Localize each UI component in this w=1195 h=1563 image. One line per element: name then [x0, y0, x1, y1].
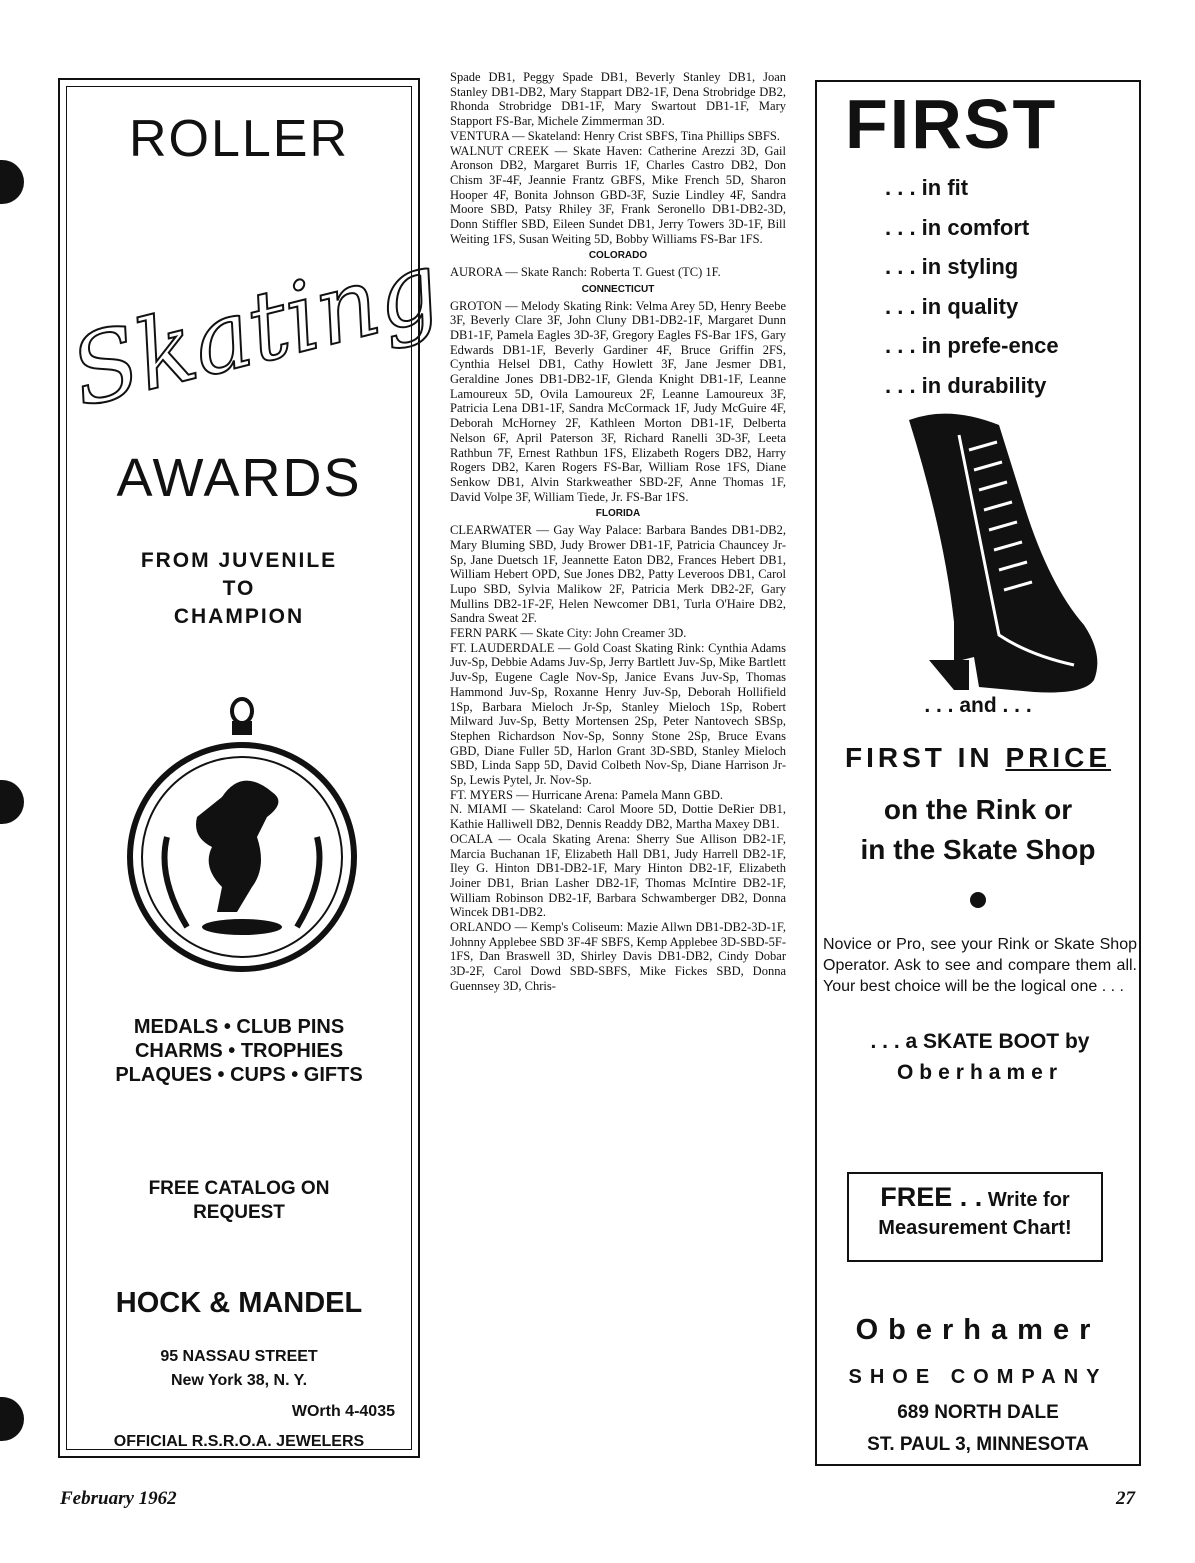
products-list [67, 1015, 411, 1087]
and-line: . . . and . . . [924, 694, 1032, 717]
list-entry: CLEARWATER — Gay Way Palace: Barbara Bandes DB1-DB2, Mary Bluming SBD, Judy Brower DB1-1F, Patricia Chauncey Jr-Sp, Jane Duetsch 1F, Jeannette Eaton DB2, Frances Hebert DB1, William Hebert OPD, Sue Jones DB2, Patty Leveroos DB1, Carol Lupo SBD, Sylvia Malikow 2F, Patricia Merk DB2-2F, Gary Mullins DB2-1F-2F, Helen Newcomer DB1, Turla O'Haire DB2, Sandra Sweat 2F. [450, 523, 786, 626]
list-entry: FERN PARK — Skate City: John Creamer 3D. [450, 626, 687, 641]
rink-shop-lines [817, 790, 1139, 870]
from-line: FROM JUVENILE [140, 549, 338, 572]
to-line: TO [222, 577, 256, 600]
champion-line: CHAMPION [173, 605, 305, 628]
state-heading: CONNECTICUT [581, 283, 655, 295]
street-address: 689 NORTH DALE [897, 1402, 1059, 1423]
oberhamer-ad [815, 80, 1141, 1466]
awards-list-column [450, 70, 786, 1470]
list-entry: GROTON — Melody Skating Rink: Velma Arey 5D, Henry Beebe 3F, Beverly Clare 3F, John Cluny DB1-DB2-1F, Margaret Dunn DB1-1F, Pamela Eagles 3D-3F, Gregory Eagles FS-Bar 1FS, Gary Edwards DB1-1F, Beverly Gardiner 4F, Bruce Griffin 2FS, Cynthia Helsel DB1, Cathy Howlett 3F, Jane Jesmer DB1, Geraldine Jones DB1-DB2-1F, Glenda Knight DB1-1F, Leanne Lamoureux 5D, Ovila Lamoureux 2F, Leanne Lamoureux 3F, Patricia Lena DB1-1F, Sandra McCormack 1F, Judy McGuire 4F, Deborah McHorney 2F, Kathleen Morton DB1-1F, Delberta Nelson 6F, April Paterson 3F, Richard Ranelli 3D-3F, Leeta Rathbun 7F, Ernest Rathbun 1FS, Elizabeth Rogers DB2, Harry Rogers DB2, Karen Rogers FS-Bar, William Rose 1FS, Diane Senkow DB1, Alvin Starkweather SBD-2F, Anne Thomas 1F, David Volpe 3F, William Tiede, Jr. FS-Bar 1FS. [450, 298, 786, 504]
skate-boot-illustration [899, 410, 1109, 700]
free-catalog [67, 1177, 411, 1225]
skating-script-text: Skating [60, 229, 450, 429]
quality-item: . . . in durability [885, 372, 1047, 398]
bullet-dot [970, 892, 986, 908]
quality-item: . . . in comfort [885, 214, 1030, 240]
write-for: Write for [982, 1189, 1070, 1211]
skating-script-logo [60, 187, 450, 467]
products-line: MEDALS • CLUB PINS [133, 1016, 345, 1038]
first-heading: FIRST [845, 85, 1058, 163]
issue-date: February 1962 [60, 1488, 177, 1509]
measurement-chart: Measurement Chart! [878, 1217, 1072, 1239]
quality-item: . . . in quality [885, 293, 1019, 319]
quality-item: . . . in prefe-ence [885, 333, 1059, 359]
page-number: 27 [1116, 1488, 1135, 1509]
binder-hole [0, 780, 24, 824]
price-prefix: FIRST IN [844, 742, 1006, 773]
qualities-list [885, 168, 1059, 406]
products-line: PLAQUES • CUPS • GIFTS [115, 1064, 363, 1086]
free-word: FREE . . [880, 1182, 983, 1212]
company-address [67, 1345, 411, 1393]
measurement-chart-box [847, 1172, 1103, 1262]
ad-inner-border [60, 86, 450, 1450]
list-entry: N. MIAMI — Skateland: Carol Moore 5D, Dottie DeRier DB1, Kathie Halliwell DB2, Dennis Readdy DB2, Martha Maxey DB1. [450, 802, 786, 832]
shoe-company: SHOE COMPANY [848, 1366, 1108, 1388]
list-entry: AURORA — Skate Ranch: Roberta T. Guest (TC) 1F. [450, 265, 721, 280]
skate-boot-by [823, 1026, 1137, 1088]
products-line: CHARMS • TROPHIES [134, 1040, 344, 1062]
list-entry: FT. LAUDERDALE — Gold Coast Skating Rink: Cynthia Adams Juv-Sp, Debbie Adams Juv-Sp, Jerry Bartlett Juv-Sp, Mike Bartlett Juv-Sp, Eugene Cagle Nov-Sp, Janice Evans Juv-Sp, Thomas Hammond Juv-Sp, Roxanne Henry Juv-Sp, Deborah Hollifield 1Sp, Barbara Mieloch Jr-Sp, Stanley Mieloch 1Sp, Robert Milward Juv-Sp, Betty Mortensen 2Sp, Peter Nantovech SBSp, Stephen Richardson Nov-Sp, Sonny Stone 2Sp, Bruce Evans GBD, Diane Fuller 5D, Harlon Grant 3D-SBD, Stanley Mieloch SBD, Linda Sapp 5D, David Colbeth Nov-Sp, Diane Harrison Jr-Sp, Lewis Pytel, Jr. Nov-Sp. [450, 640, 786, 788]
price-word: PRICE [1005, 742, 1112, 773]
free-line [849, 1182, 1101, 1213]
list-entry: WALNUT CREEK — Skate Haven: Catherine Arezzi 3D, Gail Aronson DB2, Margaret Burris 1F, Charles Castro DB2, Don Chism 3F-4F, Jeannie Frantz GBFS, Mike French 5D, Sharon Hooper 4F, Bonita Johnson GBD-3F, Suzie Lindley 4F, Sandra Moore SBD, Patsy Rhiley 3F, Frank Seronello DB1-DB2-3D, Donn Stiffler SBD, Eileen Sundet DB1, Jerry Towers 3D-1F, Bill Weiting 1FS, Susan Weiting 5D, Bobby Williams FS-Bar 1FS. [450, 143, 786, 246]
list-entry: FT. MYERS — Hurricane Arena: Pamela Mann GBD. [450, 787, 723, 802]
state-heading: FLORIDA [595, 508, 641, 520]
hock-mandel-ad [58, 78, 450, 1458]
official-jewelers: OFFICIAL R.S.R.O.A. JEWELERS [113, 1433, 365, 1450]
rink-line: on the Rink or [883, 794, 1073, 825]
awards-heading: AWARDS [116, 448, 362, 508]
binder-hole [0, 1397, 24, 1441]
oberhamer-small: Oberhamer [896, 1061, 1064, 1084]
list-entry: Spade DB1, Peggy Spade DB1, Beverly Stanley DB1, Joan Stanley DB1-DB2, Mary Stappart DB2-1F, Dena Strobridge DB2, Rhonda Strobridge DB1-1F, Mary Swartout DB1-1F, Mary Stapport FS-Bar, Michele Zimmerman 3D. [450, 70, 786, 129]
list-entry: VENTURA — Skateland: Henry Crist SBFS, Tina Phillips SBFS. [450, 128, 780, 143]
quality-item: . . . in styling [885, 254, 1019, 280]
city-address: ST. PAUL 3, MINNESOTA [867, 1434, 1089, 1455]
list-entry: OCALA — Ocala Skating Arena: Sherry Sue Allison DB2-1F, Marcia Buchanan 1F, Elizabeth Hall DB1, Judy Harrell DB2-1F, Iley G. Hinton DB1-DB2-1F, Mary Hinton DB2-1F, Elizabeth Joiner DB1, Brian Lasher DB2-1F, Thomas McIntire DB2-1F, William Robinson DB2-1F, Barbara Schwamberger DB2, Donna Wincek DB1-DB2. [450, 831, 786, 920]
oberhamer-logo-text: Oberhamer [855, 1314, 1101, 1346]
phone-number: WOrth 4-4035 [291, 1403, 395, 1420]
catalog-line: REQUEST [193, 1202, 285, 1223]
roller-heading: ROLLER [128, 110, 350, 168]
city-line: New York 38, N. Y. [170, 1372, 308, 1389]
shop-line: in the Skate Shop [860, 834, 1096, 865]
company-name: HOCK & MANDEL [115, 1287, 363, 1319]
first-in-price [817, 742, 1139, 774]
street-line: 95 NASSAU STREET [160, 1348, 318, 1365]
from-juvenile-block [67, 547, 411, 631]
binder-hole [0, 160, 24, 204]
list-entry: ORLANDO — Kemp's Coliseum: Mazie Allwn DB1-DB2-3D-1F, Johnny Applebee SBD 3F-4F SBFS, Kemp Applebee 3D-SBD-5F-1FS, Dan Braswell 3D, Shirley Davis DB1-DB2, Cindy Dobar 3D-2F, Carol Dowd SBD-SBFS, Mike Fickes SBD, Donna Guennsey 3D, Chris- [450, 920, 786, 993]
state-heading: COLORADO [588, 250, 648, 262]
medal-illustration [127, 697, 357, 987]
catalog-line: FREE CATALOG ON [148, 1178, 330, 1199]
novice-paragraph: Novice or Pro, see your Rink or Skate Shop Operator. Ask to see and compare them all. Your best choice will be the logical one . . . [823, 936, 1137, 995]
skate-boot-line: . . . a SKATE BOOT by [870, 1030, 1090, 1053]
quality-item: . . . in fit [885, 175, 969, 200]
